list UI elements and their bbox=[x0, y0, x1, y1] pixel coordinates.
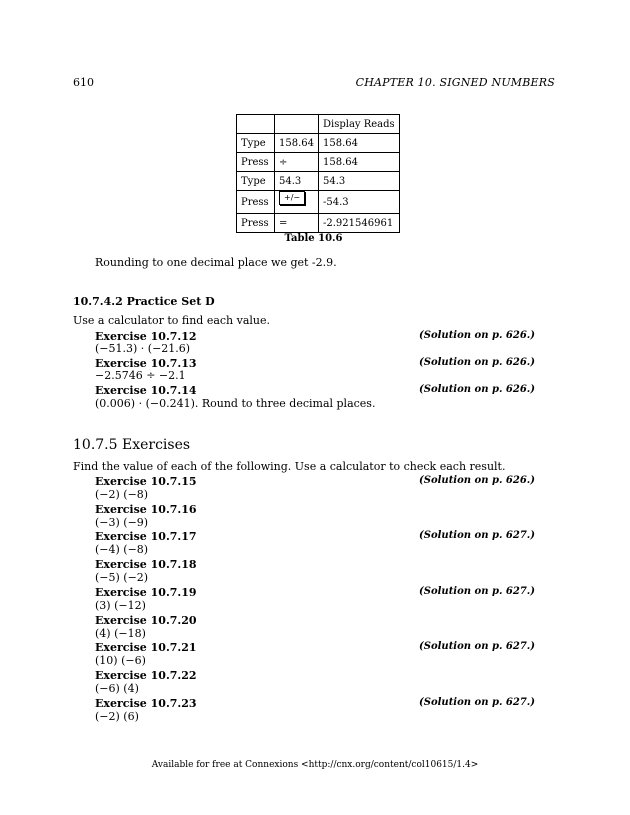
exercise-problem: (−3) (−9) bbox=[95, 516, 149, 529]
exercise-problem: −2.5746 ÷ −2.1 bbox=[95, 369, 186, 382]
exercise-label: Exercise 10.7.16 bbox=[95, 503, 197, 516]
solution-link[interactable]: (Solution on p. 627.) bbox=[419, 586, 535, 597]
table-column-header-display-reads: Display Reads bbox=[319, 115, 400, 134]
chapter-title: CHAPTER 10. SIGNED NUMBERS bbox=[355, 76, 555, 89]
table-cell-action: Type bbox=[237, 172, 275, 191]
change-sign-key-icon: +/− bbox=[279, 191, 305, 205]
solution-link[interactable]: (Solution on p. 626.) bbox=[419, 357, 535, 368]
section-heading: 10.7.5 Exercises bbox=[73, 437, 191, 453]
table-cell bbox=[237, 115, 275, 134]
exercise-label: Exercise 10.7.18 bbox=[95, 558, 197, 571]
table-cell-action: Press bbox=[237, 153, 275, 172]
practice-set-heading: 10.7.4.2 Practice Set D bbox=[73, 295, 215, 308]
table-cell-display: -2.921546961 bbox=[319, 214, 400, 233]
exercise-label: Exercise 10.7.12 bbox=[95, 330, 197, 343]
solution-link[interactable]: (Solution on p. 627.) bbox=[419, 530, 535, 541]
exercise-problem: (0.006) · (−0.241). Round to three decimal places. bbox=[95, 397, 376, 410]
table-cell-action: Press bbox=[237, 214, 275, 233]
exercise-label: Exercise 10.7.14 bbox=[95, 384, 197, 397]
exercise-label: Exercise 10.7.19 bbox=[95, 586, 197, 599]
solution-link[interactable]: (Solution on p. 626.) bbox=[419, 384, 535, 395]
exercise-label: Exercise 10.7.23 bbox=[95, 697, 197, 710]
exercise-label: Exercise 10.7.15 bbox=[95, 475, 197, 488]
exercise-problem: (4) (−18) bbox=[95, 627, 146, 640]
exercise-problem: (−51.3) · (−21.6) bbox=[95, 342, 191, 355]
exercise-label: Exercise 10.7.22 bbox=[95, 669, 197, 682]
exercise-label: Exercise 10.7.13 bbox=[95, 357, 197, 370]
exercise-problem: (−2) (−8) bbox=[95, 488, 149, 501]
exercise-problem: (−5) (−2) bbox=[95, 571, 149, 584]
exercise-problem: (−6) (4) bbox=[95, 682, 139, 695]
table-row bbox=[237, 153, 400, 172]
solution-link[interactable]: (Solution on p. 627.) bbox=[419, 641, 535, 652]
table-caption: Table 10.6 bbox=[284, 233, 343, 244]
solution-link[interactable]: (Solution on p. 626.) bbox=[419, 475, 535, 486]
table-cell-display: -54.3 bbox=[319, 191, 400, 214]
table-cell-input bbox=[275, 191, 319, 214]
table-cell-display: 158.64 bbox=[319, 153, 400, 172]
exercise-problem: (10) (−6) bbox=[95, 654, 146, 667]
table-cell-display: 54.3 bbox=[319, 172, 400, 191]
exercises-intro: Find the value of each of the following. Use a calculator to check each result. bbox=[73, 460, 506, 473]
solution-link[interactable]: (Solution on p. 626.) bbox=[419, 330, 535, 341]
table-cell-input: 158.64 bbox=[275, 134, 319, 153]
table-cell-input: ÷ bbox=[275, 153, 319, 172]
table-header-row bbox=[237, 115, 400, 134]
page-number: 610 bbox=[73, 76, 94, 89]
footer-availability[interactable]: Available for free at Connexions <http://cnx.org/content/col10615/1.4> bbox=[151, 760, 479, 770]
table-row bbox=[237, 214, 400, 233]
table-cell-input: = bbox=[275, 214, 319, 233]
exercise-label: Exercise 10.7.17 bbox=[95, 530, 197, 543]
exercise-problem: (−4) (−8) bbox=[95, 543, 149, 556]
practice-set-intro: Use a calculator to find each value. bbox=[73, 314, 271, 327]
table-cell bbox=[275, 115, 319, 134]
exercise-label: Exercise 10.7.21 bbox=[95, 641, 197, 654]
table-cell-display: 158.64 bbox=[319, 134, 400, 153]
exercise-problem: (−2) (6) bbox=[95, 710, 139, 723]
exercise-label: Exercise 10.7.20 bbox=[95, 614, 197, 627]
solution-link[interactable]: (Solution on p. 627.) bbox=[419, 697, 535, 708]
table-cell-input: 54.3 bbox=[275, 172, 319, 191]
rounding-text: Rounding to one decimal place we get -2.9. bbox=[95, 256, 337, 269]
table-row bbox=[237, 191, 400, 214]
table-row bbox=[237, 134, 400, 153]
table-cell-action: Press bbox=[237, 191, 275, 214]
calculator-table bbox=[236, 114, 400, 233]
table-cell-action: Type bbox=[237, 134, 275, 153]
table-row bbox=[237, 172, 400, 191]
exercise-problem: (3) (−12) bbox=[95, 599, 146, 612]
